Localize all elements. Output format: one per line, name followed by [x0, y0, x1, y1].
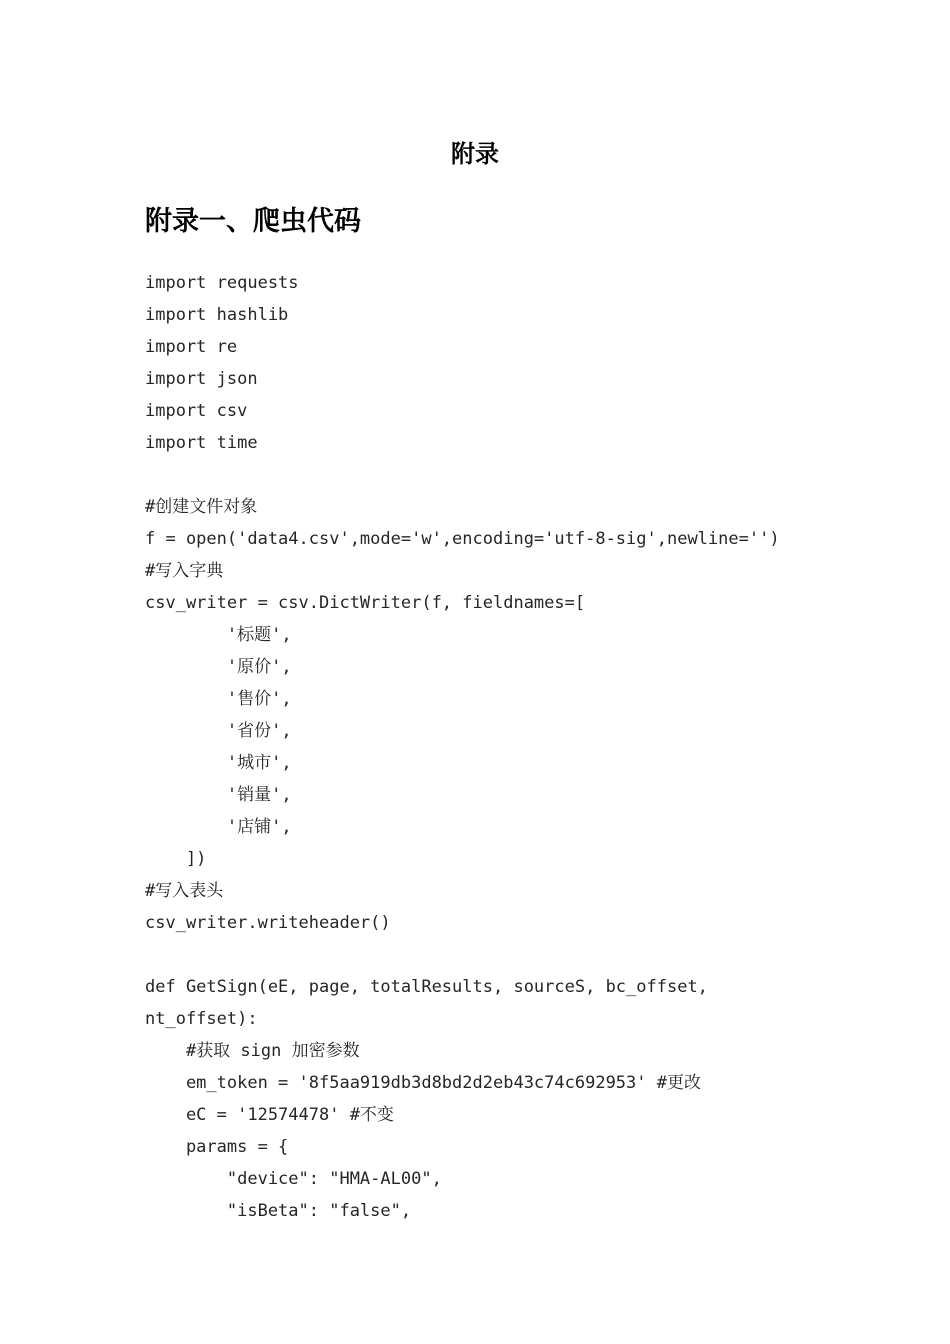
- code-line: '原价',: [145, 657, 292, 677]
- section-heading: 附录一、爬虫代码: [145, 206, 361, 237]
- code-line: import re: [145, 337, 238, 357]
- code-line: import requests: [145, 273, 299, 293]
- code-line: #写入字典: [145, 561, 224, 581]
- code-line: '店铺',: [145, 817, 292, 837]
- code-line: [145, 939, 950, 971]
- code-line: '标题',: [145, 625, 292, 645]
- code-line: f = open('data4.csv',mode='w',encoding='utf-8-sig',newline=''): [145, 529, 780, 549]
- code-line: params = {: [145, 1137, 289, 1157]
- code-line: '省份',: [145, 721, 292, 741]
- code-line: csv_writer.writeheader(): [145, 913, 391, 933]
- code-line: import time: [145, 433, 258, 453]
- code-line: #创建文件对象: [145, 497, 258, 517]
- code-line: import hashlib: [145, 305, 289, 325]
- code-line: [145, 459, 950, 491]
- code-line: #写入表头: [145, 881, 224, 901]
- code-line: def GetSign(eE, page, totalResults, sourceS, bc_offset,: [145, 977, 708, 997]
- code-block: [145, 267, 950, 1227]
- code-line: eC = '12574478' #不变: [145, 1105, 394, 1125]
- code-line: '城市',: [145, 753, 292, 773]
- code-line: "device": "HMA-AL00",: [145, 1169, 442, 1189]
- code-line: '销量',: [145, 785, 292, 805]
- code-line: nt_offset):: [145, 1009, 258, 1029]
- code-line: #获取 sign 加密参数: [145, 1041, 360, 1061]
- code-line: ]): [145, 849, 207, 869]
- code-line: csv_writer = csv.DictWriter(f, fieldnames=[: [145, 593, 586, 613]
- code-line: em_token = '8f5aa919db3d8bd2d2eb43c74c692953' #更改: [145, 1073, 701, 1093]
- code-line: import csv: [145, 401, 248, 421]
- code-line: "isBeta": "false",: [145, 1201, 412, 1221]
- page-title: 附录: [451, 140, 499, 168]
- code-line: import json: [145, 369, 258, 389]
- code-line: '售价',: [145, 689, 292, 709]
